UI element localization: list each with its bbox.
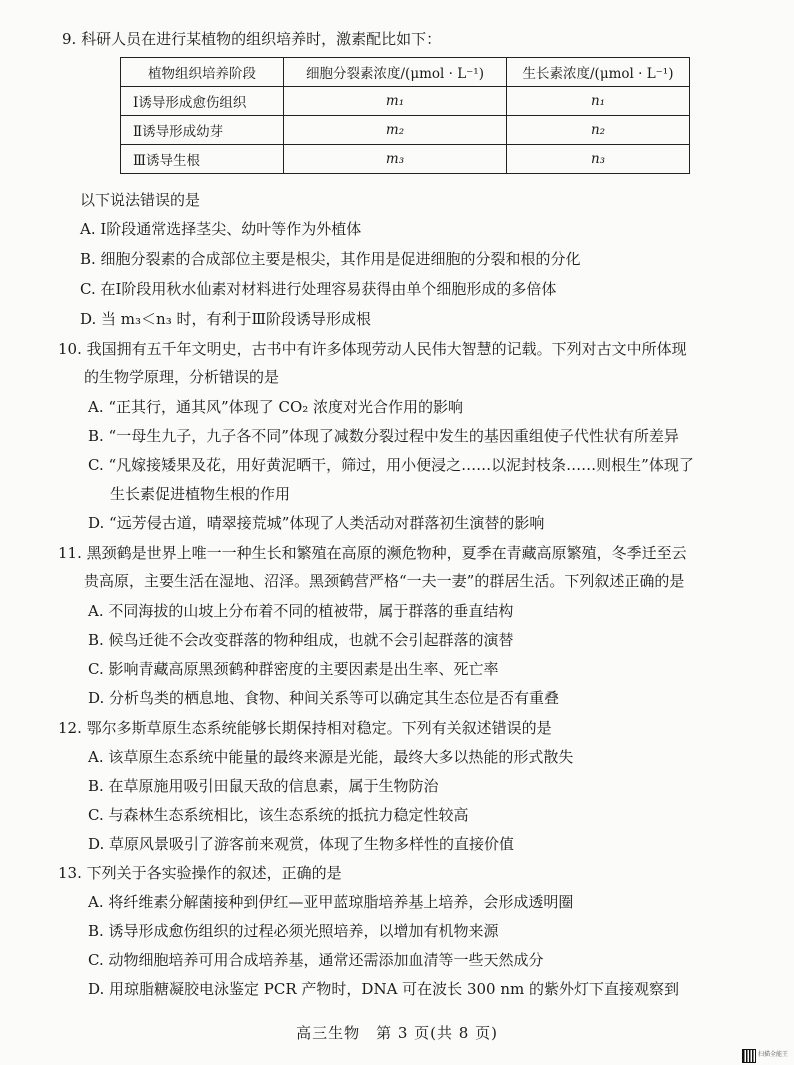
q11-option-c: C. 影响青藏高原黑颈鹤种群密度的主要因素是出生率、死亡率 — [88, 660, 499, 678]
table-cell-value: n₂ — [507, 116, 690, 145]
page-footer: 高三生物 第 3 页(共 8 页) — [296, 1024, 498, 1042]
table-row — [121, 116, 690, 145]
q10-option-c: C. “凡嫁接矮果及花，用好黄泥晒干，筛过，用小便浸之……以泥封枝条……则根生”体现了 — [88, 456, 694, 474]
q11-option-d: D. 分析鸟类的栖息地、食物、种间关系等可以确定其生态位是否有重叠 — [88, 689, 560, 707]
q9-option-a: A. Ⅰ阶段通常选择茎尖、幼叶等作为外植体 — [80, 220, 362, 238]
q12-option-c: C. 与森林生态系统相比，该生态系统的抵抗力稳定性较高 — [88, 806, 469, 824]
table-header-cell: 细胞分裂素浓度/(μmol · L⁻¹) — [284, 58, 507, 87]
table-cell-stage: Ⅲ诱导生根 — [121, 145, 284, 174]
table-header-cell: 植物组织培养阶段 — [121, 58, 284, 87]
table-cell-value: m₂ — [284, 116, 507, 145]
table-header-row — [121, 58, 690, 87]
q12-stem: 12. 鄂尔多斯草原生态系统能够长期保持相对稳定。下列有关叙述错误的是 — [58, 719, 552, 737]
table-cell-value: n₃ — [507, 145, 690, 174]
q13-stem: 13. 下列关于各实验操作的叙述，正确的是 — [58, 864, 342, 882]
q10-option-d: D. “远芳侵古道，晴翠接荒城”体现了人类活动对群落初生演替的影响 — [88, 514, 545, 532]
table-header-cell: 生长素浓度/(μmol · L⁻¹) — [507, 58, 690, 87]
q12-option-a: A. 该草原生态系统中能量的最终来源是光能，最终大多以热能的形式散失 — [88, 748, 574, 766]
q9-option-d: D. 当 m₃＜n₃ 时，有利于Ⅲ阶段诱导形成根 — [80, 310, 371, 328]
q12-option-d: D. 草原风景吸引了游客前来观赏，体现了生物多样性的直接价值 — [88, 835, 515, 853]
q13-option-c: C. 动物细胞培养可用合成培养基，通常还需添加血清等一些天然成分 — [88, 951, 544, 969]
table-cell-stage: Ⅰ诱导形成愈伤组织 — [121, 87, 284, 116]
qr-code-icon — [742, 1049, 756, 1063]
q10-stem-line2: 的生物学原理，分析错误的是 — [84, 368, 280, 386]
scanner-watermark: 扫描全能王 — [758, 1051, 789, 1058]
q10-option-c-cont: 生长素促进植物生根的作用 — [110, 485, 291, 503]
q9-option-b: B. 细胞分裂素的合成部位主要是根尖，其作用是促进细胞的分裂和根的分化 — [80, 250, 581, 268]
table-row — [121, 145, 690, 174]
q11-stem-line2: 贵高原，主要生活在湿地、沼泽。黑颈鹤营严格“一夫一妻”的群居生活。下列叙述正确的是 — [84, 572, 685, 590]
q11-option-a: A. 不同海拔的山坡上分布着不同的植被带，属于群落的垂直结构 — [88, 602, 514, 620]
q9-option-c: C. 在Ⅰ阶段用秋水仙素对材料进行处理容易获得由单个细胞形成的多倍体 — [80, 280, 557, 298]
q12-option-b: B. 在草原施用吸引田鼠天敌的信息素，属于生物防治 — [88, 777, 439, 795]
q9-prompt: 以下说法错误的是 — [80, 191, 201, 209]
q10-option-a: A. “正其行，通其风”体现了 CO₂ 浓度对光合作用的影响 — [88, 398, 464, 416]
table-cell-stage: Ⅱ诱导形成幼芽 — [121, 116, 284, 145]
q11-stem-line1: 11. 黑颈鹤是世界上唯一一种生长和繁殖在高原的濒危物种，夏季在青藏高原繁殖，冬季迁至云 — [58, 544, 687, 562]
q9-stem: 9. 科研人员在进行某植物的组织培养时，激素配比如下： — [62, 30, 442, 48]
table-cell-value: n₁ — [507, 87, 690, 116]
q11-option-b: B. 候鸟迁徙不会改变群落的物种组成，也就不会引起群落的演替 — [88, 631, 514, 649]
table-cell-value: m₁ — [284, 87, 507, 116]
q10-option-b: B. “一母生九子，九子各不同”体现了减数分裂过程中发生的基因重组使子代性状有所差异 — [88, 427, 679, 445]
q10-stem-line1: 10. 我国拥有五千年文明史，古书中有许多体现劳动人民伟大智慧的记载。下列对古文中所体现 — [58, 340, 687, 358]
table-row — [121, 87, 690, 116]
q13-option-b: B. 诱导形成愈伤组织的过程必须光照培养，以增加有机物来源 — [88, 922, 499, 940]
q13-option-d: D. 用琼脂糖凝胶电泳鉴定 PCR 产物时，DNA 可在波长 300 nm 的紫外灯下直接观察到 — [88, 980, 680, 998]
hormone-ratio-table — [120, 57, 690, 174]
q13-option-a: A. 将纤维素分解菌接种到伊红—亚甲蓝琼脂培养基上培养，会形成透明圈 — [88, 893, 574, 911]
table-cell-value: m₃ — [284, 145, 507, 174]
